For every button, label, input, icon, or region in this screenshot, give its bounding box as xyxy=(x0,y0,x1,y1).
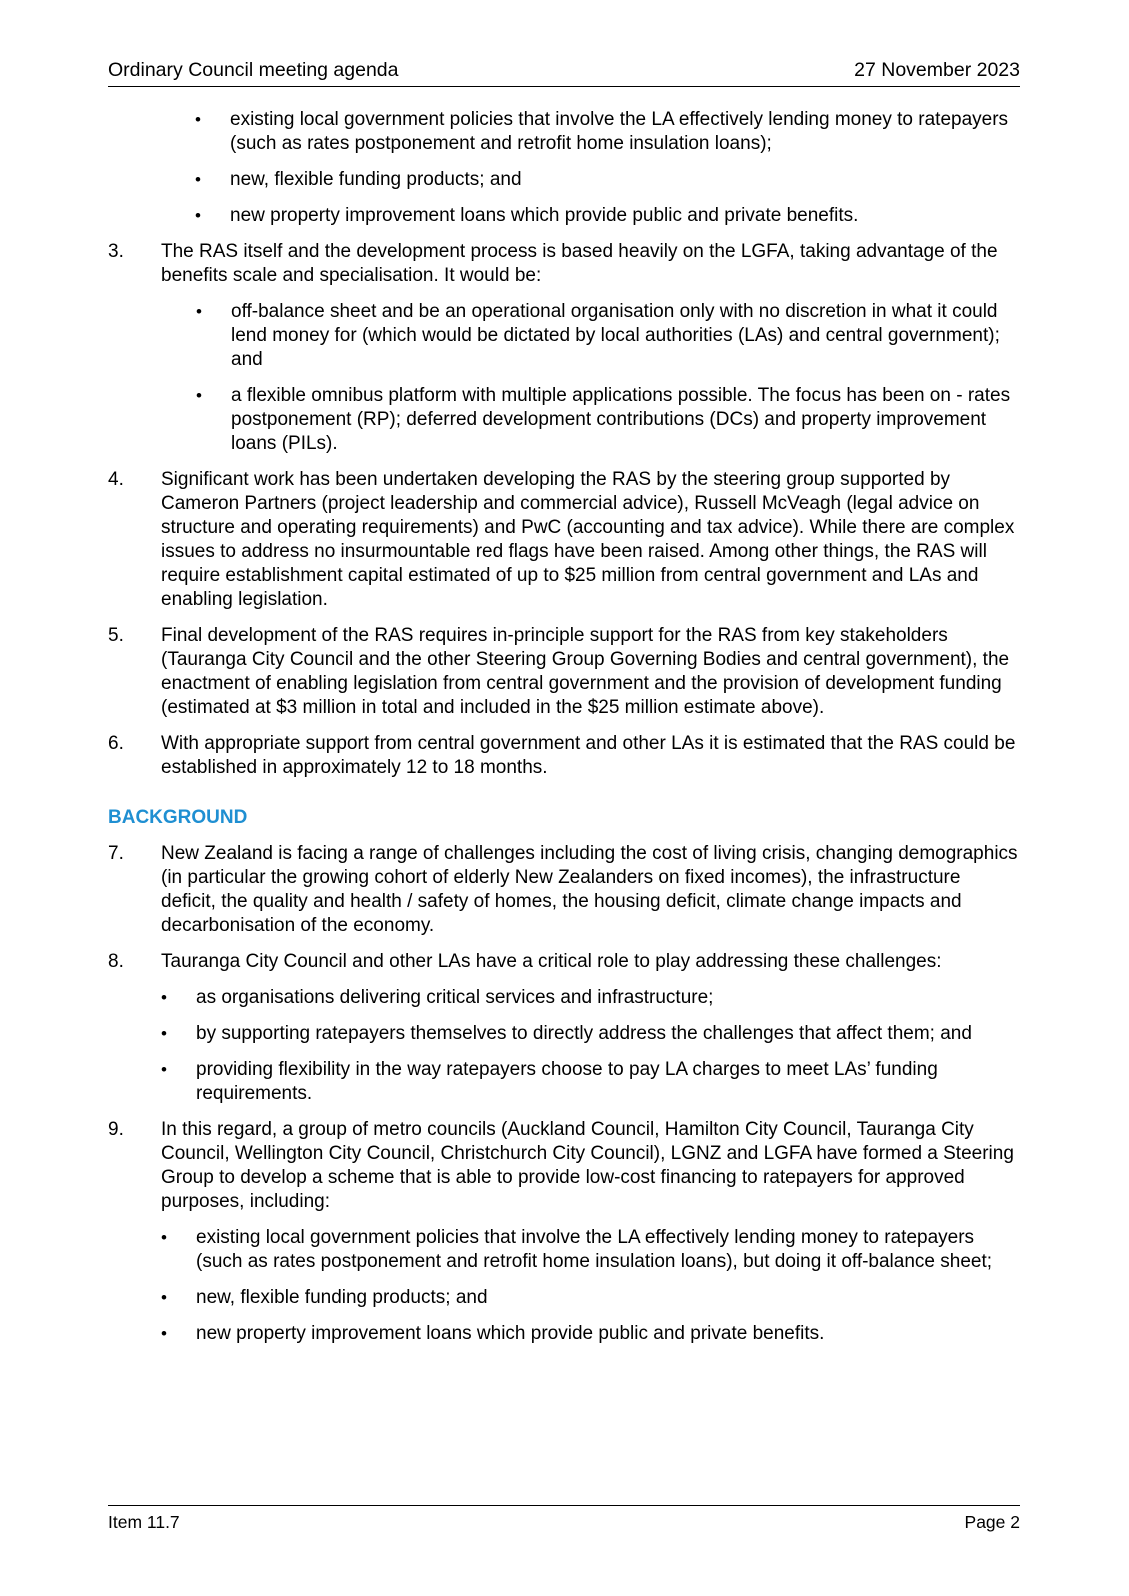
paragraph-number: 6. xyxy=(108,733,124,754)
paragraph-5 xyxy=(108,624,1020,720)
page-footer xyxy=(108,1505,1020,1536)
paragraph-number: 9. xyxy=(108,1119,124,1140)
paragraph-4 xyxy=(108,468,1020,612)
bullet-icon: • xyxy=(195,110,201,129)
paragraph-text: Final development of the RAS requires in-principle support for the RAS from key stakeholders (Tauranga City Council and the other Steering Group Governing Bodies and central government), the enactment of enabling legislation from central government and the provision of development funding (estimated at $3 million in total and included in the $25 million estimate above). xyxy=(161,625,1010,718)
bullet-icon: • xyxy=(196,386,202,405)
intro-bullet-list xyxy=(108,108,1020,228)
paragraph-text: New Zealand is facing a range of challenges including the cost of living crisis, changing demographics (in particular the growing cohort of elderly New Zealanders on fixed incomes), the infrastructure deficit, the quality and health / safety of homes, the housing deficit, climate change impacts and decarbonisation of the economy. xyxy=(161,843,1018,936)
list-item-text: by supporting ratepayers themselves to directly address the challenges that affect them; and xyxy=(196,1023,972,1044)
list-item xyxy=(161,1022,1020,1046)
bullet-icon: • xyxy=(161,988,167,1007)
list-item xyxy=(196,384,1020,456)
document-body xyxy=(108,108,1020,1358)
document-title: Ordinary Council meeting agenda xyxy=(108,59,399,81)
list-item xyxy=(161,1322,1020,1346)
paragraph-8-bullet-list xyxy=(161,986,1020,1106)
paragraph-3 xyxy=(108,240,1020,288)
agenda-item-number: Item 11.7 xyxy=(108,1512,180,1532)
list-item-text: new, flexible funding products; and xyxy=(230,169,522,190)
list-item xyxy=(161,1226,1020,1274)
list-item-text: new, flexible funding products; and xyxy=(196,1287,488,1308)
paragraph-8 xyxy=(108,950,1020,974)
list-item-text: as organisations delivering critical services and infrastructure; xyxy=(196,987,714,1008)
list-item xyxy=(196,300,1020,372)
page-number: Page 2 xyxy=(964,1512,1020,1532)
paragraph-text: The RAS itself and the development process is based heavily on the LGFA, taking advantage of the benefits scale and specialisation. It would be: xyxy=(161,241,998,286)
meeting-date: 27 November 2023 xyxy=(854,59,1020,81)
bullet-icon: • xyxy=(161,1060,167,1079)
paragraph-number: 7. xyxy=(108,843,124,864)
list-item xyxy=(161,1058,1020,1106)
paragraph-6 xyxy=(108,732,1020,780)
list-item xyxy=(161,986,1020,1010)
list-item-text: off-balance sheet and be an operational organisation only with no discretion in what it could lend money for (which would be dictated by local authorities (LAs) and central government); and xyxy=(231,301,1000,370)
list-item-text: a flexible omnibus platform with multiple applications possible. The focus has been on - rates postponement (RP); deferred development contributions (DCs) and property improvement loans (PILs). xyxy=(231,385,1011,454)
bullet-icon: • xyxy=(161,1324,167,1343)
bullet-icon: • xyxy=(161,1288,167,1307)
list-item-text: providing flexibility in the way ratepayers choose to pay LA charges to meet LAs’ funding requirements. xyxy=(196,1059,938,1104)
list-item-text: new property improvement loans which provide public and private benefits. xyxy=(230,205,859,226)
bullet-icon: • xyxy=(196,302,202,321)
paragraph-number: 3. xyxy=(108,241,124,262)
paragraph-9-bullet-list xyxy=(161,1226,1020,1346)
list-item xyxy=(108,108,1020,156)
bullet-icon: • xyxy=(161,1228,167,1247)
paragraph-3-bullet-list xyxy=(196,300,1020,456)
paragraph-text: Significant work has been undertaken developing the RAS by the steering group supported by Cameron Partners (project leadership and commercial advice), Russell McVeagh (legal advice on structure and operating requirements) and PwC (accounting and tax advice). While there are complex issues to address no insurmountable red flags have been raised. Among other things, the RAS will require establishment capital estimated of up to $25 million from central government and LAs and enabling legislation. xyxy=(161,469,1015,610)
list-item-text: existing local government policies that involve the LA effectively lending money to ratepayers (such as rates postponement and retrofit home insulation loans), but doing it off-balance sheet; xyxy=(196,1227,993,1272)
bullet-icon: • xyxy=(161,1024,167,1043)
paragraph-number: 4. xyxy=(108,469,124,490)
paragraph-text: With appropriate support from central government and other LAs it is estimated that the RAS could be established in approximately 12 to 18 months. xyxy=(161,733,1016,778)
bullet-icon: • xyxy=(195,206,201,225)
page-header xyxy=(108,56,1020,87)
paragraph-text: Tauranga City Council and other LAs have a critical role to play addressing these challenges: xyxy=(161,951,942,972)
paragraph-7 xyxy=(108,842,1020,938)
section-heading-background: BACKGROUND xyxy=(108,807,248,828)
paragraph-text: In this regard, a group of metro councils (Auckland Council, Hamilton City Council, Tauranga City Council, Wellington City Council, Christchurch City Council), LGNZ and LGFA have formed a Steering Group to develop a scheme that is able to provide low-cost financing to ratepayers for approved purposes, including: xyxy=(161,1119,1014,1212)
paragraph-number: 8. xyxy=(108,951,124,972)
list-item-text: existing local government policies that involve the LA effectively lending money to ratepayers (such as rates postponement and retrofit home insulation loans); xyxy=(230,109,1009,154)
paragraph-9 xyxy=(108,1118,1020,1214)
bullet-icon: • xyxy=(195,170,201,189)
list-item xyxy=(108,168,1020,192)
list-item xyxy=(108,204,1020,228)
list-item-text: new property improvement loans which provide public and private benefits. xyxy=(196,1323,825,1344)
paragraph-number: 5. xyxy=(108,625,124,646)
list-item xyxy=(161,1286,1020,1310)
